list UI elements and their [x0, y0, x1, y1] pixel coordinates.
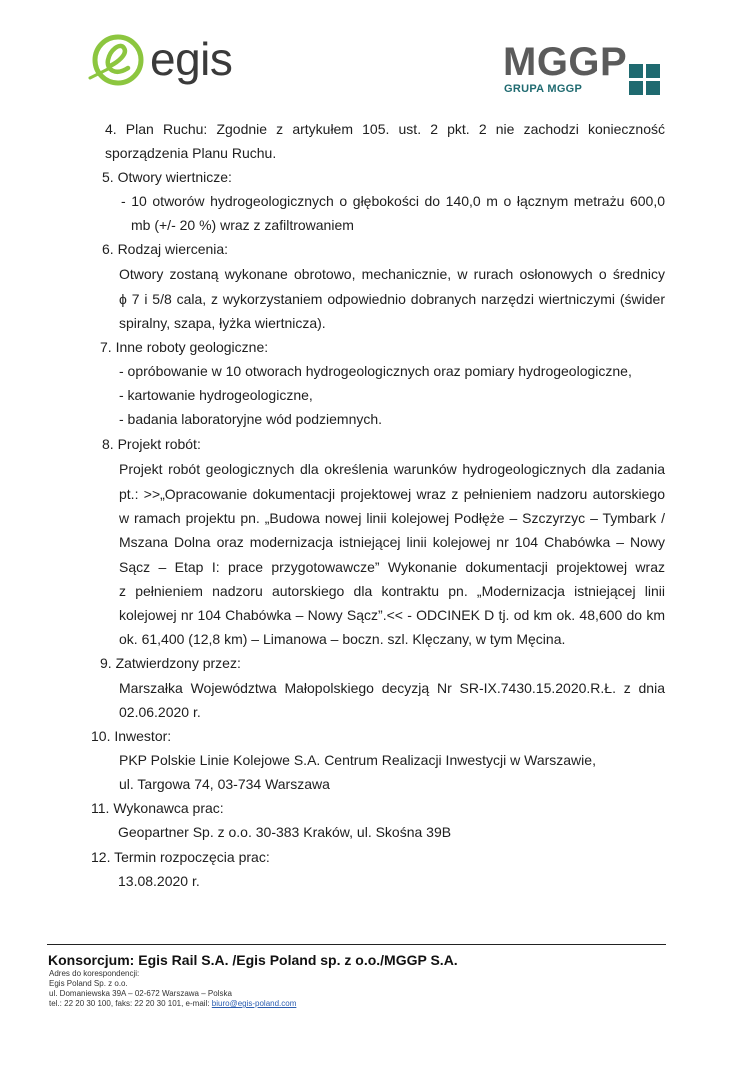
egis-wordmark: egis	[150, 33, 233, 85]
item-7-heading: 7. Inne roboty geologiczne:	[100, 339, 269, 355]
item-10-line-2: ul. Targowa 74, 03-734 Warszawa	[119, 776, 330, 792]
footer-company: Egis Poland Sp. z o.o.	[49, 979, 128, 988]
item-8-line: Mszana Dolna oraz modernizacja istniejącej linii kolejowej nr 104 Chabówka – Nowy	[119, 534, 665, 550]
item-11-line-1: Geopartner Sp. z o.o. 30-383 Kraków, ul. Skośna 39B	[118, 824, 452, 840]
item-7-bullet-1: - opróbowanie w 10 otworach hydrogeologicznych oraz pomiary hydrogeologiczne,	[119, 363, 632, 379]
item-4-line-2: sporządzenia Planu Ruchu.	[105, 145, 277, 161]
item-8-line: Projekt robót geologicznych dla określenia warunków hydrogeologicznych dla zadania	[119, 461, 665, 477]
item-8-heading: 8. Projekt robót:	[102, 436, 201, 452]
item-5-line-2: mb (+/- 20 %) wraz z zafiltrowaniem	[131, 217, 354, 233]
item-8-line: ok. 61,400 (12,8 km) – Limanowa – boczn. szl. Klęczany, w tym Męcina.	[119, 631, 566, 647]
item-10-heading: 10. Inwestor:	[91, 728, 172, 744]
footer-address-label: Adres do korespondencji:	[49, 969, 140, 978]
mggp-subtitle: GRUPA MGGP	[504, 83, 583, 95]
item-12-heading: 12. Termin rozpoczęcia prac:	[91, 849, 270, 865]
mggp-wordmark: MGGP	[503, 40, 628, 84]
page-header	[0, 0, 750, 110]
footer-contact-text: tel.: 22 20 30 100, faks: 22 20 30 101, e-mail:	[49, 999, 212, 1008]
item-6-line-2: ϕ 7 i 5/8 cala, z wykorzystaniem odpowiednio dobranych narzędzi wiertniczymi (świder	[119, 291, 665, 307]
item-8-line: z pełnieniem nadzoru autorskiego dla kontraktu pn. „Modernizacja istniejącej linii	[119, 583, 665, 599]
item-11-heading: 11. Wykonawca prac:	[91, 800, 224, 816]
egis-e-icon	[88, 32, 148, 92]
item-4-line-1: 4. Plan Ruchu: Zgodnie z artykułem 105. ust. 2 pkt. 2 nie zachodzi konieczność	[105, 121, 665, 137]
item-8-line: kolejowej nr 104 Chabówka – Nowy Sącz”.<< - ODCINEK D tj. od km ok. 48,600 do km	[119, 607, 665, 623]
item-9-line-2: 02.06.2020 r.	[119, 704, 201, 720]
item-6-line-3: spiralny, szapa, łyżka wiertnicza).	[119, 315, 326, 331]
item-5-line-1: - 10 otworów hydrogeologicznych o głębokości do 140,0 m o łącznym metrażu 600,0	[121, 193, 665, 209]
item-5-heading: 5. Otwory wiertnicze:	[102, 169, 232, 185]
item-12-line-1: 13.08.2020 r.	[118, 873, 200, 889]
footer-street: ul. Domaniewska 39A – 02-672 Warszawa – Polska	[49, 989, 232, 998]
item-8-line: Sącz – Etap I: prace przygotowawcze” Wykonanie dokumentacji projektowej wraz	[119, 559, 665, 575]
egis-logo	[88, 32, 248, 92]
item-6-heading: 6. Rodzaj wiercenia:	[102, 241, 229, 257]
footer-email-link[interactable]: biuro@egis-poland.com	[211, 999, 297, 1008]
item-8-line: pt.: >>„Opracowanie dokumentacji projektowej wraz z pełnieniem nadzoru autorskiego	[119, 486, 665, 502]
item-7-bullet-3: - badania laboratoryjne wód podziemnych.	[119, 411, 383, 427]
mggp-squares-icon	[629, 64, 661, 96]
footer-divider	[47, 944, 666, 945]
item-7-bullet-2: - kartowanie hydrogeologiczne,	[119, 387, 313, 403]
mggp-logo	[503, 42, 673, 102]
item-8-line: w ramach projektu pn. „Budowa nowej linii kolejowej Podłęże – Szczyrzyc – Tymbark /	[119, 510, 665, 526]
item-9-heading: 9. Zatwierdzony przez:	[100, 655, 241, 671]
footer-contact	[49, 999, 296, 1009]
item-9-line-1: Marszałka Województwa Małopolskiego decyzją Nr SR-IX.7430.15.2020.R.Ł. z dnia	[119, 680, 665, 696]
footer-consortium-title: Konsorcjum: Egis Rail S.A. /Egis Poland sp. z o.o./MGGP S.A.	[48, 952, 458, 968]
item-10-line-1: PKP Polskie Linie Kolejowe S.A. Centrum Realizacji Inwestycji w Warszawie,	[119, 752, 596, 768]
item-6-line-1: Otwory zostaną wykonane obrotowo, mechanicznie, w rurach osłonowych o średnicy	[119, 266, 665, 282]
